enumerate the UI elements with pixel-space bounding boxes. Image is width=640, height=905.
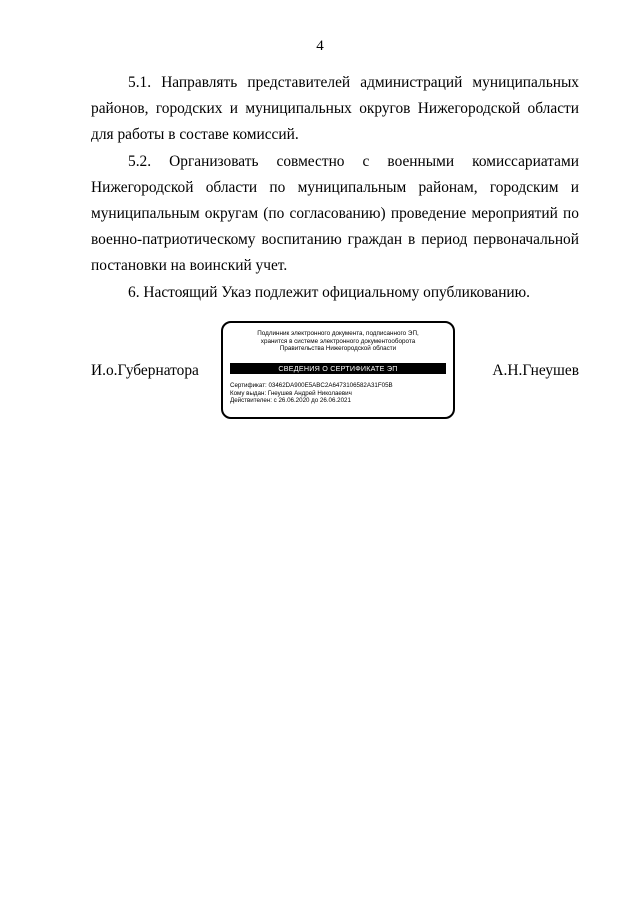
stamp-header-line: Правительства Нижегородской области — [279, 345, 397, 353]
electronic-signature-stamp — [221, 321, 455, 419]
paragraph-5-2: 5.2. Организовать совместно с военными комиссариатами Нижегородской области по муниципальным районам, городским и муниципальным округам (по согласованию) проведение мероприятий по военно-патриотическому воспитанию граждан в период первоначальной постановки на воинский учет. — [91, 152, 579, 275]
stamp-header-line: хранится в системе электронного документооборота — [260, 337, 416, 345]
signatory-name: А.Н.Гнеушев — [492, 362, 579, 379]
stamp-details — [230, 382, 446, 405]
certificate-owner: Кому выдан: Гнеушев Андрей Николаевич — [230, 389, 352, 397]
page-number: 4 — [316, 38, 324, 54]
paragraph-6: 6. Настоящий Указ подлежит официальному опубликованию. — [128, 283, 531, 301]
stamp-header-line: Подлинник электронного документа, подписанного ЭП, — [257, 330, 419, 337]
paragraph-5-1: 5.1. Направлять представителей администраций муниципальных районов, городских и муниципальных округов Нижегородской области для работы в составе комиссий. — [91, 74, 579, 144]
certificate-validity: Действителен: с 26.06.2020 до 26.06.2021 — [230, 397, 351, 405]
signature-block — [91, 318, 579, 428]
stamp-header — [229, 330, 447, 353]
stamp-title: СВЕДЕНИЯ О СЕРТИФИКАТЕ ЭП — [230, 363, 446, 374]
certificate-number: Сертификат: 03462DA900E5ABC2A6473106582A31F05B — [230, 382, 393, 389]
signatory-position: И.о.Губернатора — [91, 362, 199, 379]
document-body — [91, 70, 579, 306]
